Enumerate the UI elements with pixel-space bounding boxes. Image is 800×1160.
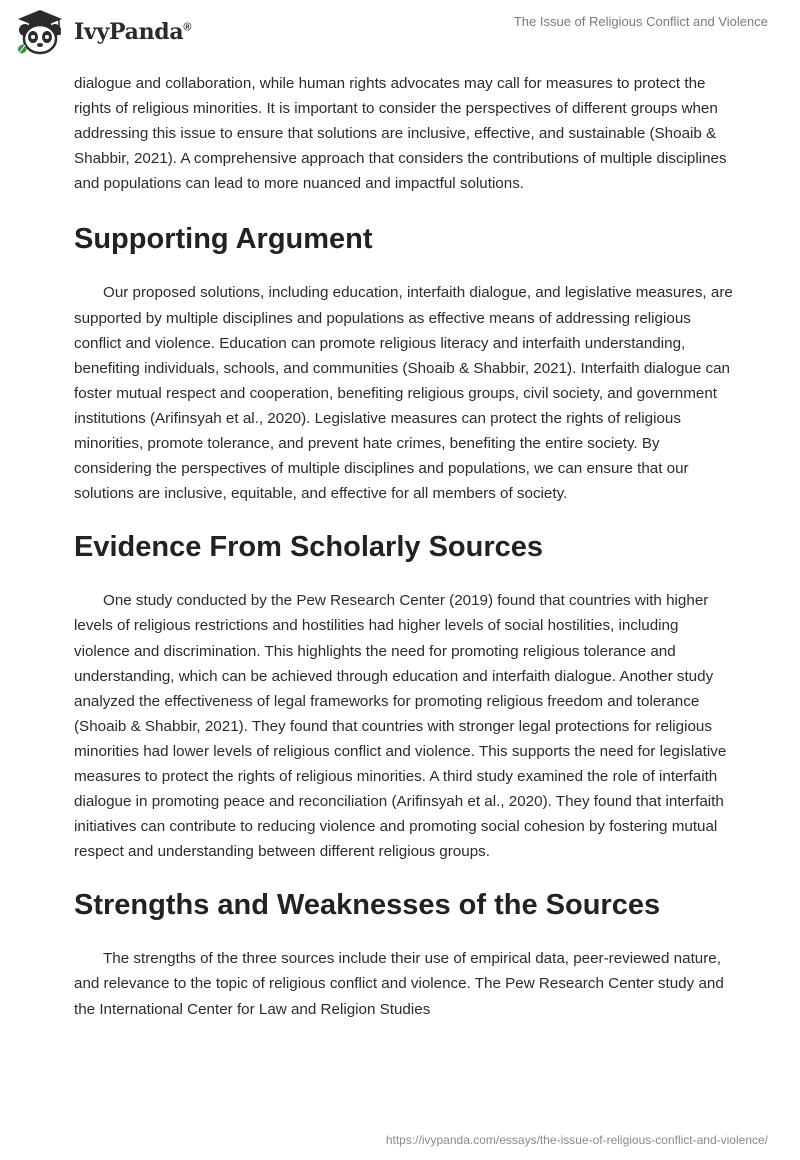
ivypanda-logo[interactable]	[14, 8, 191, 56]
source-url[interactable]: https://ivypanda.com/essays/the-issue-of-religious-conflict-and-violence/	[385, 1133, 768, 1147]
logo-text: IvyPanda®	[74, 19, 192, 45]
intro-continued-paragraph: dialogue and collaboration, while human rights advocates may call for measures to protect the rights of religious minorities. It is important to consider the perspectives of different groups when addressing this issue to ensure that solutions are inclusive, effective, and sustainable (Shoaib & Shabbir, 2021). A comprehensive approach that considers the contributions of multiple disciplines and populations can lead to more nuanced and impactful solutions.	[74, 75, 727, 193]
panda-graduate-icon	[14, 8, 66, 56]
essay-body	[74, 70, 734, 1022]
heading-strengths-weaknesses: Strengths and Weaknesses of the Sources	[74, 889, 661, 922]
heading-evidence-scholarly-sources: Evidence From Scholarly Sources	[74, 531, 544, 564]
heading-supporting-argument: Supporting Argument	[74, 223, 373, 256]
paragraph-evidence-scholarly-sources: One study conducted by the Pew Research Center (2019) found that countries with higher levels of religious restrictions and hostilities had higher levels of social hostilities, including violence and discrimination. This highlights the need for promoting religious tolerance and understanding, which can be achieved through education and interfaith dialogue. Another study analyzed the effectiveness of legal frameworks for promoting religious freedom and tolerance (Shoaib & Shabbir, 2021). They found that countries with stronger legal protections for religious minorities had lower levels of religious conflict and violence. This supports the need for legislative measures to protect the rights of religious minorities. A third study examined the role of interfaith dialogue in promoting peace and reconciliation (Arifinsyah et al., 2020). They found that interfaith initiatives can contribute to reducing violence and promoting social cohesion by fostering mutual respect and understanding between different religious groups.	[74, 592, 727, 861]
registered-mark: ®	[183, 21, 192, 34]
paragraph-strengths-weaknesses: The strengths of the three sources include their use of empirical data, peer-reviewed nature, and relevance to the topic of religious conflict and violence. The Pew Research Center study and the International Center for Law and Religion Studies	[74, 950, 724, 1018]
paragraph-supporting-argument: Our proposed solutions, including education, interfaith dialogue, and legislative measures, are supported by multiple disciplines and populations as effective means of addressing religious conflict and violence. Education can promote religious literacy and interfaith understanding, benefiting individuals, schools, and communities (Shoaib & Shabbir, 2021). Interfaith dialogue can foster mutual respect and cooperation, benefiting religious groups, civil society, and government institutions (Arifinsyah et al., 2020). Legislative measures can protect the rights of religious minorities, promote tolerance, and prevent hate crimes, benefiting the entire society. By considering the perspectives of multiple disciplines and populations, we can ensure that our solutions are inclusive, equitable, and effective for all members of society.	[74, 284, 733, 503]
page-header	[0, 0, 800, 70]
document-title: The Issue of Religious Conflict and Violence	[513, 14, 768, 29]
